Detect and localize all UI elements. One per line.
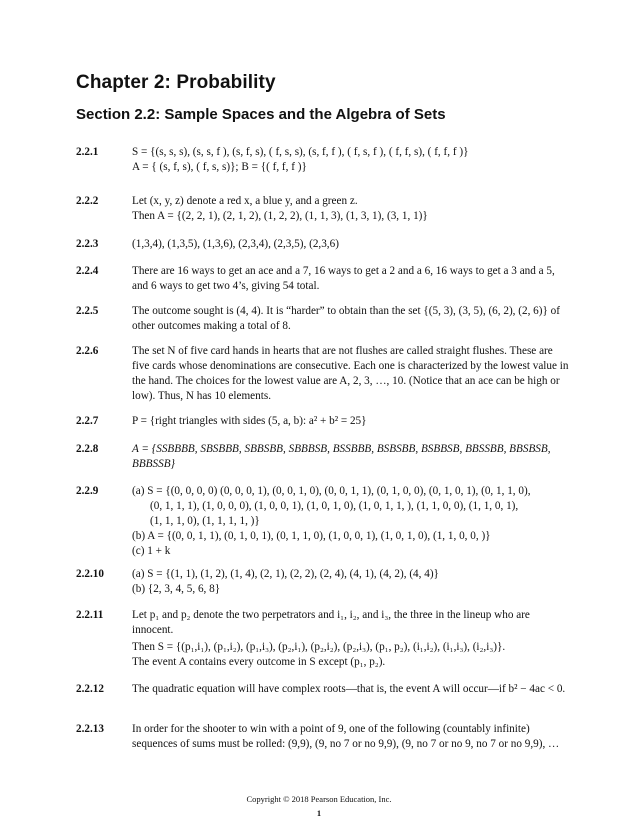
problem-text: A = {SSBBBB, SBSBBB, SBBSBB, SBBBSB, BSSBBB, BSBSBB, BSBBSB, BBSSBB, BBSBSB, BBBSSB} <box>132 443 551 470</box>
problem-number: 2.2.12 <box>76 683 104 695</box>
problem-line: Let p₁ and p₂ denote the two perpetrators and i₁, i₂, and i₃, the three in the lineup who are innocent. <box>132 609 530 636</box>
chapter-title: Chapter 2: Probability <box>76 72 276 93</box>
problem-text: In order for the shooter to win with a point of 9, one of the following (countably infinite) sequences of sums must be rolled: (9,9), (9, no 7 or no 9,9), (9, no 7 or no 9, no 7 or no 9,9), … <box>132 723 560 750</box>
problem-line: (1,3,4), (1,3,5), (1,3,6), (2,3,4), (2,3,5), (2,3,6) <box>132 238 339 250</box>
problem-text: There are 16 ways to get an ace and a 7, 16 ways to get a 2 and a 6, 16 ways to get a 3 and a 5, and 6 ways to get two 4’s, giving 54 total. <box>132 265 555 292</box>
problem-number: 2.2.3 <box>76 238 99 250</box>
problem-number: 2.2.4 <box>76 265 99 277</box>
problem-line: (b) A = {(0, 0, 1, 1), (0, 1, 0, 1), (0, 1, 1, 0), (1, 0, 0, 1), (1, 0, 1, 0), (1, 1, 0, 0, )} <box>132 530 491 542</box>
problem-text: The quadratic equation will have complex roots—that is, the event A will occur—if b² − 4ac < 0. <box>132 683 566 695</box>
problem-line: Let (x, y, z) denote a red x, a blue y, and a green z. <box>132 195 358 207</box>
problem-number: 2.2.10 <box>76 568 104 580</box>
problem-line: (b) {2, 3, 4, 5, 6, 8} <box>132 583 221 595</box>
problem-number: 2.2.5 <box>76 305 99 317</box>
problem-number: 2.2.8 <box>76 443 99 455</box>
copyright-footer: Copyright © 2018 Pearson Education, Inc. <box>246 794 392 804</box>
problem-number: 2.2.13 <box>76 723 104 735</box>
problem-number: 2.2.9 <box>76 485 99 497</box>
problem-line: S = {(s, s, s), (s, s, f ), (s, f, s), ( f, s, s), (s, f, f ), ( f, s, f ), ( f, f, s), ( f, f, f )} <box>132 146 469 158</box>
problem-line: Then S = {(p₁,i₁), (p₁,i₂), (p₁,i₃), (p₂,i₁), (p₂,i₂), (p₂,i₃), (p₁, p₂), (i₁,i₂), (i₁,i₃), (i₂,i₃)}. <box>132 641 506 653</box>
problem-line: (0, 1, 1, 1), (1, 0, 0, 0), (1, 0, 0, 1), (1, 0, 1, 0), (1, 0, 1, 1, ), (1, 1, 0, 0), (1, 1, 0, 1), <box>150 500 519 512</box>
problem-number: 2.2.2 <box>76 195 99 207</box>
problem-number: 2.2.11 <box>76 609 104 621</box>
problem-line: (a) S = {(0, 0, 0, 0) (0, 0, 0, 1), (0, 0, 1, 0), (0, 0, 1, 1), (0, 1, 0, 0), (0, 1, 0, 1), (0, 1, 1, 0), <box>132 485 531 497</box>
page-number: 1 <box>316 808 322 818</box>
section-title: Section 2.2: Sample Spaces and the Algebra of Sets <box>76 106 446 123</box>
problem-number: 2.2.6 <box>76 345 99 357</box>
problem-line: The event A contains every outcome in S except (p₁, p₂). <box>132 656 386 668</box>
problem-number: 2.2.1 <box>76 146 99 158</box>
problem-line: (a) S = {(1, 1), (1, 2), (1, 4), (2, 1), (2, 2), (2, 4), (4, 1), (4, 2), (4, 4)} <box>132 568 439 580</box>
problem-text: The outcome sought is (4, 4). It is “harder” to obtain than the set {(5, 3), (3, 5), (6, 2), (2, 6)} of other outcomes making a total of 8. <box>132 305 560 332</box>
problem-text: The set N of five card hands in hearts that are not flushes are called straight flushes. These are five cards whose denominations are consecutive. Each one is characterized by the lowest value in the hand. The choices for the lowest value are A, 2, 3, …, 10. (Notice that an ace can be high or low). Thus, N has 10 elements. <box>132 345 569 402</box>
problem-line: (1, 1, 1, 0), (1, 1, 1, 1, )} <box>150 515 260 527</box>
problem-line: (c) 1 + k <box>132 545 171 557</box>
problem-line: P = {right triangles with sides (5, a, b): a² + b² = 25} <box>132 415 367 427</box>
problem-line: Then A = {(2, 2, 1), (2, 1, 2), (1, 2, 2), (1, 1, 3), (1, 3, 1), (3, 1, 1)} <box>132 210 428 222</box>
problem-line: A = { (s, f, s), ( f, s, s)}; B = {( f, f, f )} <box>132 161 307 173</box>
problem-number: 2.2.7 <box>76 415 99 427</box>
